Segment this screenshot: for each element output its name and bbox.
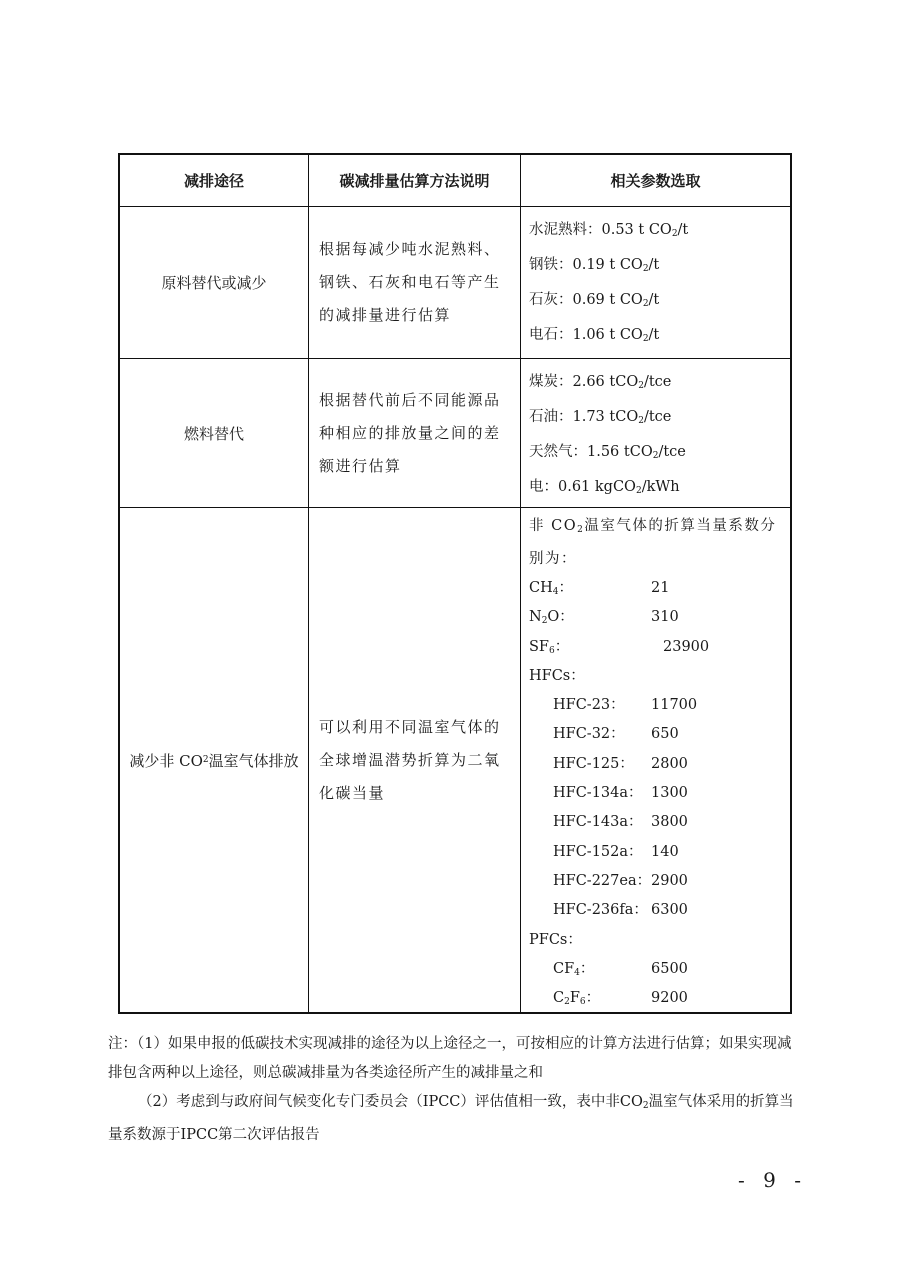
- gas-value: 2900: [651, 872, 688, 889]
- gas-name: $N_2O$：: [529, 609, 574, 627]
- gas-coefficient-line: [529, 838, 782, 867]
- gas-coefficient-line: [529, 720, 782, 749]
- gas-name: HFC-23：: [553, 697, 625, 714]
- gas-coefficient-line: [529, 896, 782, 925]
- gas-coefficient-line: [529, 574, 782, 603]
- gas-coefficient-line: [529, 633, 782, 662]
- param-line: 石油：1.73 tCO$_2$/tce: [529, 409, 672, 426]
- params-cell: [521, 508, 790, 1012]
- gas-coefficient-line: [529, 926, 782, 955]
- gas-value: 2800: [651, 755, 688, 772]
- gas-coefficient-line: [529, 984, 782, 1013]
- gas-name: HFC-152a：: [553, 843, 643, 860]
- gas-value: 140: [651, 843, 679, 860]
- page-number: - 9 -: [738, 1168, 807, 1192]
- gas-name: HFC-134a：: [553, 785, 643, 802]
- emission-reduction-table: [118, 153, 792, 1014]
- gas-name: $CH_4$：: [529, 580, 573, 597]
- gas-value: 3800: [651, 814, 688, 831]
- gas-name: HFC-227ea：: [553, 872, 652, 889]
- gas-coefficient-line: [529, 691, 782, 720]
- route-cell: 燃料替代: [120, 359, 309, 507]
- gas-value: 310: [651, 609, 679, 626]
- param-line: 石灰：0.69 t $CO_2/t$: [529, 292, 660, 309]
- gas-value: 23900: [663, 638, 710, 655]
- gas-coefficient-line: [529, 603, 782, 632]
- notes: [108, 1030, 798, 1150]
- gas-name: HFC-32：: [553, 726, 625, 743]
- gas-value: 11700: [651, 697, 698, 714]
- note-2: （2）考虑到与政府间气候变化专门委员会（IPCC）评估值相一致，表中非$CO_2$温室气体采用的折算当量系数源于IPCC第二次评估报告: [108, 1094, 794, 1143]
- gas-coefficient-line: [529, 662, 782, 691]
- params-cell: [521, 207, 790, 358]
- gas-list: [529, 574, 782, 1013]
- gas-value: 650: [651, 726, 679, 743]
- gas-value: 21: [651, 580, 670, 596]
- gas-coefficient-line: [529, 867, 782, 896]
- param-line: 水泥熟料：0.53 t $CO_2/t$: [529, 222, 689, 239]
- gas-coefficient-line: [529, 808, 782, 837]
- route-cell: 原料替代或减少: [120, 207, 309, 358]
- gas-name: HFCs：: [529, 667, 585, 684]
- gas-name: HFC-236fa：: [553, 902, 648, 919]
- param-line: 钢铁：0.19 t $CO_2/t$: [529, 257, 660, 274]
- header-params: 相关参数选取: [610, 172, 701, 190]
- method-cell: 根据每减少吨水泥熟料、钢铁、石灰和电石等产生的减排量进行估算: [309, 207, 521, 358]
- gas-value: 6500: [651, 960, 688, 977]
- gas-name: $SF_6$：: [529, 638, 570, 656]
- gas-intro: 非 $CO_2$温室气体的折算当量系数分别为：: [529, 518, 777, 567]
- gas-name: $CF_4$：: [553, 960, 595, 978]
- param-line: 电：0.61 kgCO$_2$/kWh: [529, 479, 680, 496]
- gas-name: HFC-125：: [553, 755, 634, 772]
- method-cell: 根据替代前后不同能源品种相应的排放量之间的差额进行估算: [309, 359, 521, 507]
- gas-value: 9200: [651, 990, 688, 1007]
- table-row: [120, 358, 790, 507]
- route-cell: 减少非 CO 2 温室气体排放: [120, 508, 309, 1012]
- gas-name: HFC-143a：: [553, 814, 643, 831]
- gas-coefficient-line: [529, 955, 782, 984]
- param-line: 电石：1.06 t $CO_2/t$: [529, 327, 660, 344]
- gas-coefficient-line: [529, 750, 782, 779]
- note-1: 注：（1）如果申报的低碳技术实现减排的途径为以上途径之一，可按相应的计算方法进行估算；如果实现减排包含两种以上途径，则总碳减排量为各类途径所产生的减排量之和: [108, 1036, 792, 1081]
- gas-value: 1300: [651, 785, 688, 802]
- method-cell: 可以利用不同温室气体的全球增温潜势折算为二氧化碳当量: [309, 508, 521, 1012]
- table-row: [120, 507, 790, 1012]
- param-line: 天然气：1.56 tCO$_2$/tce: [529, 444, 686, 461]
- gas-name: $C_2F_6$：: [553, 990, 601, 1008]
- table-header-row: [120, 155, 790, 206]
- gas-value: 6300: [651, 902, 688, 919]
- table-row: [120, 206, 790, 358]
- param-line: 煤炭：2.66 tCO$_2$/tce: [529, 374, 672, 391]
- header-route: 减排途径: [120, 155, 309, 206]
- header-method: 碳减排量估算方法说明: [309, 155, 521, 206]
- gas-name: PFCs：: [529, 931, 582, 948]
- params-cell: [521, 359, 790, 507]
- gas-coefficient-line: [529, 779, 782, 808]
